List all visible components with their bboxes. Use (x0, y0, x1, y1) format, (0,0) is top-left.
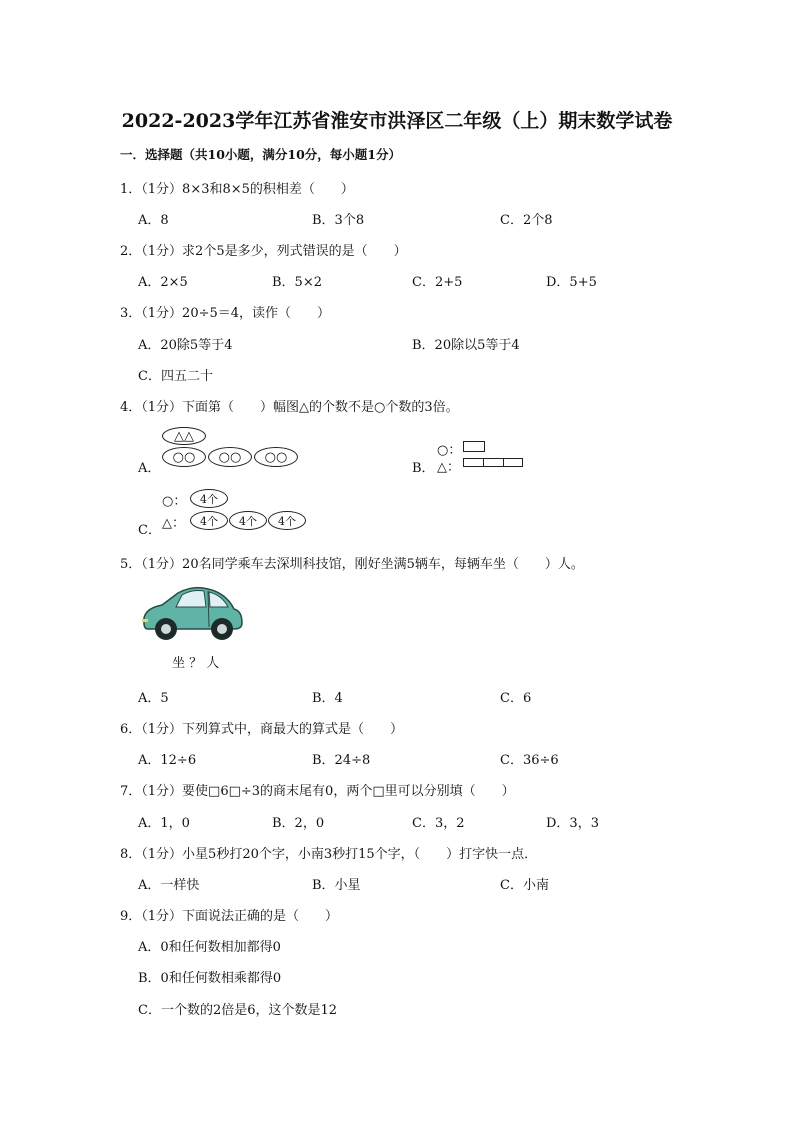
q5-option-b: B．4 (312, 691, 343, 706)
q4-option-b: B． (412, 461, 435, 476)
q4c-circle-box (190, 489, 228, 508)
question-4-stem: 4．（1分）下面第（ ）幅图△的个数不是○个数的3倍。 (120, 400, 459, 415)
question-9-stem: 9．（1分）下面说法正确的是（ ） (120, 909, 339, 924)
q4a-circle-group-3 (254, 447, 298, 467)
q4a-circle-group-2 (208, 447, 252, 467)
q4a-circles-1: ○○ (172, 449, 196, 465)
q4c-triangle-box-1-text: 4个 (200, 514, 218, 528)
q7-option-c: C．3，2 (412, 816, 465, 831)
q1-option-a: A．8 (138, 213, 169, 228)
question-6-stem: 6．（1分）下列算式中，商最大的算式是（ ） (120, 722, 404, 737)
q5-option-a: A．5 (138, 691, 169, 706)
q2-option-c: C．2+5 (412, 275, 463, 290)
q8-option-a: A．一样快 (138, 878, 200, 893)
q7-option-d: D．3，3 (546, 816, 599, 831)
q3-option-b: B．20除以5等于4 (412, 338, 520, 353)
car-illustration (138, 583, 248, 645)
q4c-triangle-box-1 (190, 511, 228, 530)
q4c-triangle-box-3-text: 4个 (278, 514, 296, 528)
q6-option-b: B．24÷8 (312, 753, 371, 768)
q2-option-b: B．5×2 (272, 275, 322, 290)
q4c-circle-box-text: 4个 (200, 492, 218, 506)
q4-option-a: A． (138, 461, 161, 476)
question-7-stem: 7．（1分）要使□6□÷3的商末尾有0，两个□里可以分别填（ ） (120, 784, 515, 799)
question-8-stem: 8．（1分）小星5秒打20个字，小南3秒打15个字，（ ）打字快一点． (120, 847, 538, 862)
q4c-circle-label: ○： (162, 494, 187, 509)
q4c-triangle-box-3 (268, 511, 306, 530)
q4a-circles-3: ○○ (264, 449, 288, 465)
q8-option-b: B．小星 (312, 878, 361, 893)
q5-option-c: C．6 (500, 691, 532, 706)
q7-option-b: B．2，0 (272, 816, 325, 831)
q6-option-c: C．36÷6 (500, 753, 559, 768)
q3-option-c: C．四五二十 (138, 369, 213, 384)
q5-caption: 坐 ？ 人 (172, 656, 220, 671)
section-heading: 一．选择题（共10小题，满分10分，每小题1分） (120, 147, 401, 162)
question-5-stem: 5．（1分）20名同学乘车去深圳科技馆，刚好坐满5辆车，每辆车坐（ ）人。 (120, 557, 584, 572)
q9-option-c: C．一个数的2倍是6，这个数是12 (138, 1003, 338, 1018)
question-1-stem: 1．（1分）8×3和8×5的积相差（ ） (120, 182, 354, 197)
q1-option-b: B．3个8 (312, 213, 365, 228)
q4-option-c: C． (138, 523, 161, 538)
q4b-triangle-bar (463, 458, 523, 467)
q2-option-d: D．5+5 (546, 275, 597, 290)
question-2-stem: 2．（1分）求2个5是多少，列式错误的是（ ） (120, 244, 407, 259)
q2-option-a: A．2×5 (138, 275, 188, 290)
q3-option-a: A．20除5等于4 (138, 338, 233, 353)
q4c-triangle-box-2 (229, 511, 267, 530)
q4a-circles-2: ○○ (218, 449, 242, 465)
q4a-triangles: △△ (174, 428, 194, 444)
q6-option-a: A．12÷6 (138, 753, 197, 768)
q4a-circle-group-1 (162, 447, 206, 467)
q9-option-a: A．0和任何数相加都得0 (138, 940, 281, 955)
q8-option-c: C．小南 (500, 878, 549, 893)
q7-option-a: A．1，0 (138, 816, 190, 831)
q4b-circle-bar (463, 441, 485, 452)
q4c-triangle-box-2-text: 4个 (239, 514, 257, 528)
q4b-triangle-label: △： (437, 460, 460, 475)
q1-option-c: C．2个8 (500, 213, 553, 228)
q4a-triangle-group (162, 427, 206, 445)
q4b-circle-label: ○： (437, 443, 462, 458)
q9-option-b: B．0和任何数相乘都得0 (138, 971, 282, 986)
q4c-triangle-label: △： (162, 516, 185, 531)
page-title: 2022-2023学年江苏省淮安市洪泽区二年级（上）期末数学试卷 (121, 110, 673, 132)
question-3-stem: 3．（1分）20÷5＝4，读作（ ） (120, 306, 331, 321)
